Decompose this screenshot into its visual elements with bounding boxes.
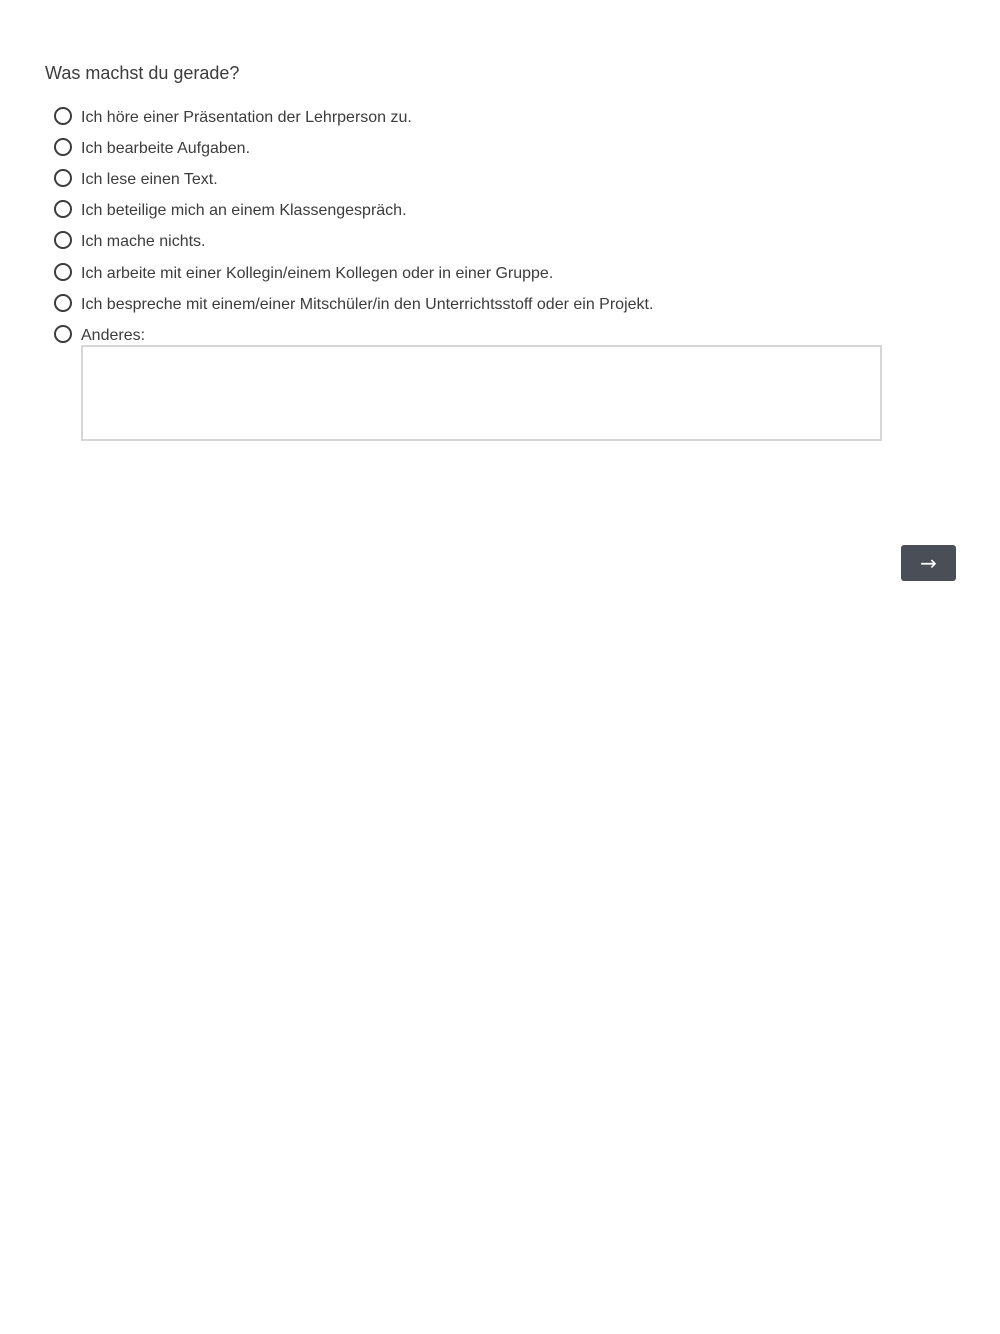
radio-button-icon[interactable] (54, 263, 72, 281)
next-button[interactable]: → (901, 545, 956, 581)
option-label: Ich arbeite mit einer Kollegin/einem Kollegen oder in einer Gruppe. (81, 264, 554, 282)
option-group-work[interactable] (54, 258, 934, 289)
radio-button-icon[interactable] (54, 325, 72, 343)
other-text-input[interactable] (81, 345, 882, 441)
option-peer-discussion[interactable] (54, 289, 934, 320)
option-label: Ich lese einen Text. (81, 170, 218, 188)
option-label: Ich höre einer Präsentation der Lehrperson zu. (81, 108, 412, 126)
radio-button-icon[interactable] (54, 200, 72, 218)
radio-button-icon[interactable] (54, 107, 72, 125)
option-nothing[interactable] (54, 227, 934, 258)
option-presentation[interactable] (54, 102, 934, 133)
option-label: Ich bespreche mit einem/einer Mitschüler/in den Unterrichtsstoff oder ein Projekt. (81, 295, 654, 313)
radio-button-icon[interactable] (54, 231, 72, 249)
option-label: Anderes: (81, 326, 146, 344)
option-tasks[interactable] (54, 133, 934, 164)
option-class-discussion[interactable] (54, 196, 934, 227)
option-label: Ich bearbeite Aufgaben. (81, 139, 251, 157)
option-label: Ich mache nichts. (81, 233, 206, 251)
answer-options (54, 102, 934, 352)
radio-button-icon[interactable] (54, 138, 72, 156)
question-title: Was machst du gerade? (45, 63, 240, 83)
radio-button-icon[interactable] (54, 294, 72, 312)
radio-button-icon[interactable] (54, 169, 72, 187)
option-label: Ich beteilige mich an einem Klassengespräch. (81, 202, 407, 220)
option-reading[interactable] (54, 164, 934, 195)
